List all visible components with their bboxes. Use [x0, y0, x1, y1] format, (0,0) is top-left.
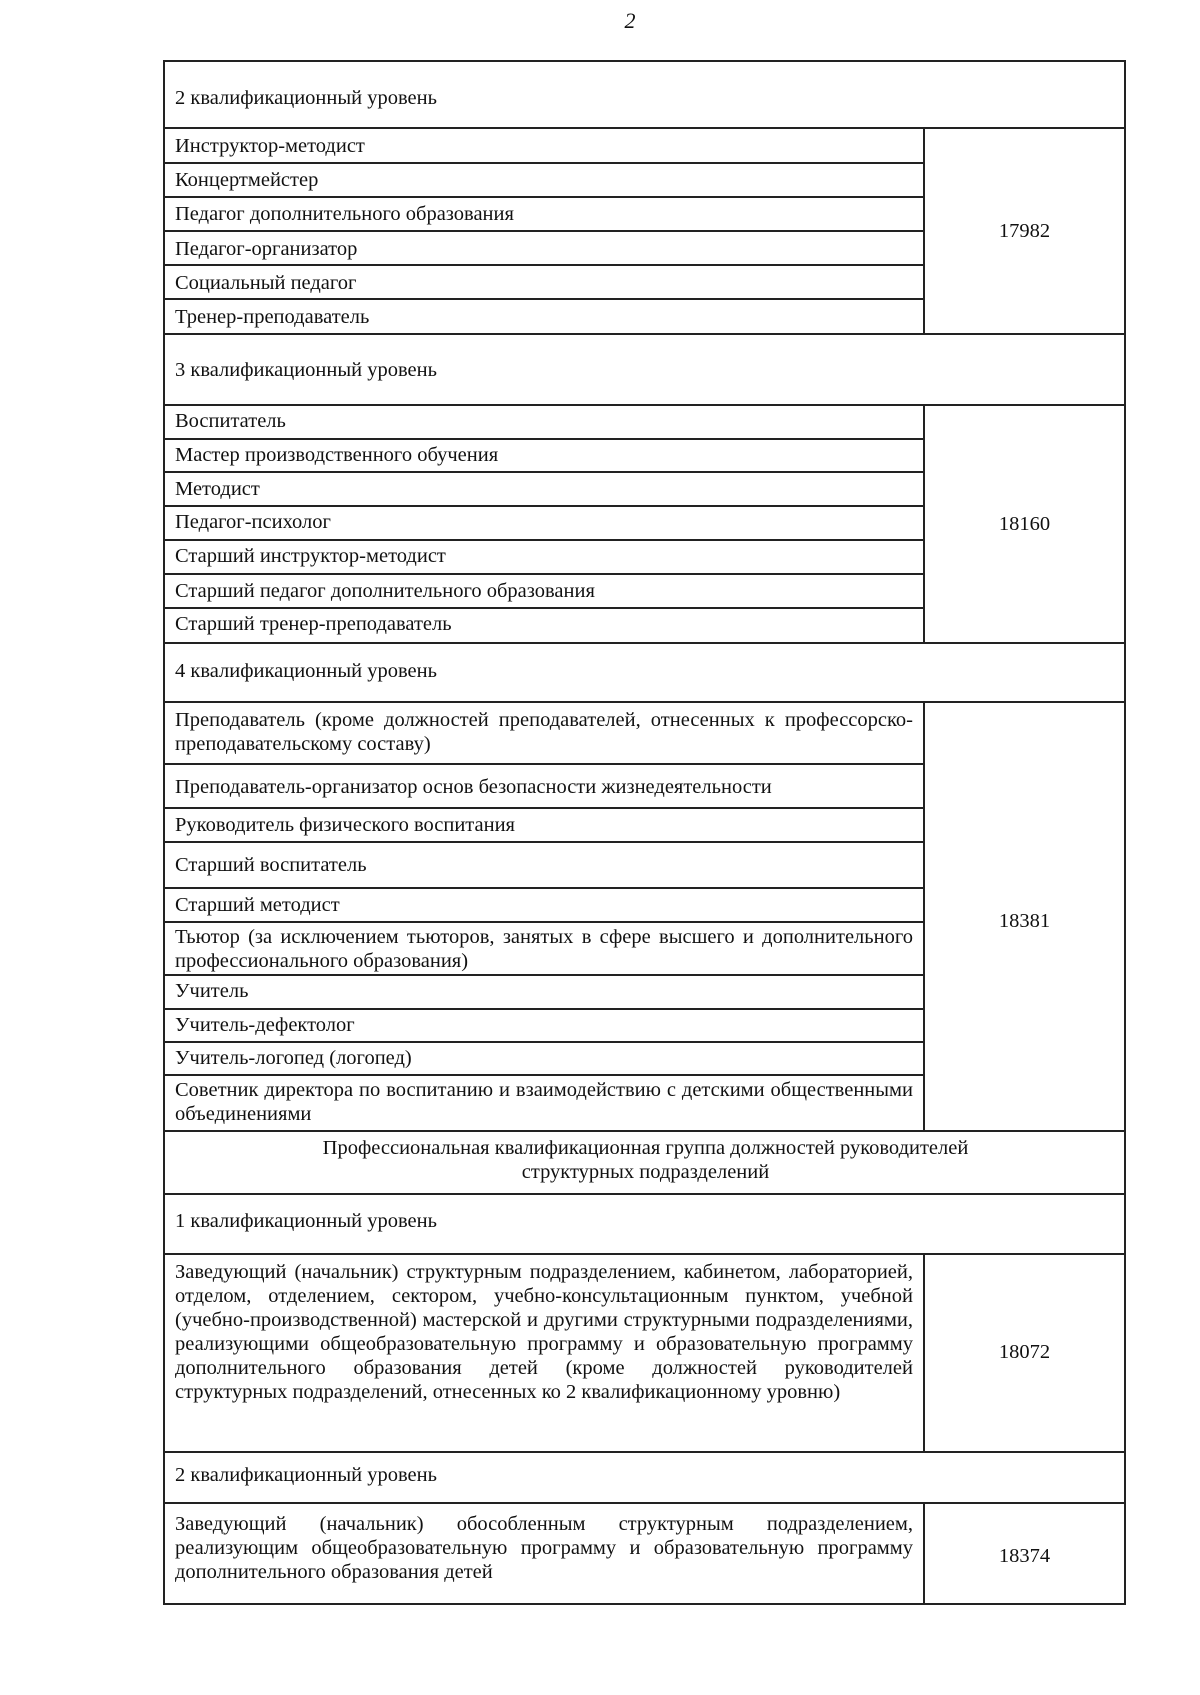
level-heading: 2 квалификационный уровень — [175, 87, 437, 109]
row-divider — [165, 701, 1126, 703]
position-name: Мастер производственного обучения — [175, 444, 499, 466]
position-name: Старший педагог дополнительного образования — [175, 580, 595, 602]
row-divider — [165, 404, 1126, 406]
row-divider — [165, 333, 1126, 335]
row-divider — [165, 264, 923, 266]
row-divider — [165, 841, 923, 843]
position-name: Педагог дополнительного образования — [175, 203, 514, 225]
row-divider — [165, 471, 923, 473]
row-divider — [165, 887, 923, 889]
level-heading: 2 квалификационный уровень — [175, 1464, 437, 1486]
position-name: Концертмейстер — [175, 169, 319, 191]
position-name: Педагог-психолог — [175, 511, 331, 533]
salary-value: 18160 — [998, 513, 1051, 535]
position-name: Педагог-организатор — [175, 238, 358, 260]
position-name: Старший тренер-преподаватель — [175, 613, 452, 635]
position-name: Учитель-логопед (логопед) — [175, 1047, 412, 1069]
position-name: Преподаватель-организатор основ безопасности жизнедеятельности — [175, 776, 772, 798]
position-name: Заведующий (начальник) обособленным структурным подразделением, реализующим общеобразовательную программу и образовательную программу дополнительного образования детей — [175, 1513, 913, 1583]
position-name: Заведующий (начальник) структурным подразделением, кабинетом, лабораторией, отделом, отделением, сектором, учебно-консультационным пунктом, учебной (учебно-производственной) мастерской и другими структурными подразделениями, реализующими общеобразовательную программу и образовательную программу дополнительного образования детей (кроме должностей руководителей структурных подразделений, отнесенных ко 2 квалификационному уровню) — [175, 1261, 913, 1403]
row-divider — [165, 1193, 1126, 1195]
row-divider — [165, 807, 923, 809]
position-name: Методист — [175, 478, 260, 500]
row-divider — [165, 607, 923, 609]
position-name: Старший методист — [175, 894, 340, 916]
row-divider — [165, 763, 923, 765]
position-name: Инструктор-методист — [175, 135, 365, 157]
row-divider — [165, 974, 923, 976]
salary-value: 17982 — [998, 220, 1051, 242]
row-divider — [165, 505, 923, 507]
row-divider — [165, 230, 923, 232]
position-name: Руководитель физического воспитания — [175, 814, 515, 836]
position-name: Преподаватель (кроме должностей преподавателей, отнесенных к профессорско-преподавательскому составу) — [175, 709, 913, 755]
page-number: 2 — [624, 8, 636, 33]
level-heading: 1 квалификационный уровень — [175, 1210, 437, 1232]
row-divider — [165, 1074, 923, 1076]
position-name: Социальный педагог — [175, 272, 357, 294]
position-name: Старший воспитатель — [175, 854, 367, 876]
salary-value: 18381 — [998, 910, 1051, 932]
level-heading: 3 квалификационный уровень — [175, 359, 437, 381]
position-name: Старший инструктор-методист — [175, 545, 446, 567]
row-divider — [165, 1008, 923, 1010]
row-divider — [165, 196, 923, 198]
row-divider — [165, 127, 1126, 129]
position-name: Тренер-преподаватель — [175, 306, 370, 328]
row-divider — [165, 1253, 1126, 1255]
row-divider — [165, 539, 923, 541]
position-name: Советник директора по воспитанию и взаимодействию с детскими общественными объединениями — [175, 1079, 913, 1125]
row-divider — [165, 1041, 923, 1043]
group-title — [165, 1136, 1126, 1184]
row-divider — [165, 921, 923, 923]
row-divider — [165, 573, 923, 575]
row-divider — [165, 642, 1126, 644]
row-divider — [165, 1502, 1126, 1504]
row-divider — [165, 1451, 1126, 1453]
position-name: Учитель — [175, 980, 249, 1002]
level-heading: 4 квалификационный уровень — [175, 660, 437, 682]
row-divider — [165, 1130, 1126, 1132]
position-name: Тьютор (за исключением тьюторов, занятых в сфере высшего и дополнительного профессионального образования) — [175, 926, 913, 972]
position-name: Воспитатель — [175, 410, 286, 432]
position-name: Учитель-дефектолог — [175, 1014, 355, 1036]
row-divider — [165, 438, 923, 440]
salary-value: 18374 — [998, 1545, 1051, 1567]
row-divider — [165, 162, 923, 164]
salary-value: 18072 — [998, 1341, 1051, 1363]
row-divider — [165, 298, 923, 300]
group-title-text: Профессиональная квалификационная группа должностей руководителей структурных подразделений — [322, 1137, 969, 1183]
